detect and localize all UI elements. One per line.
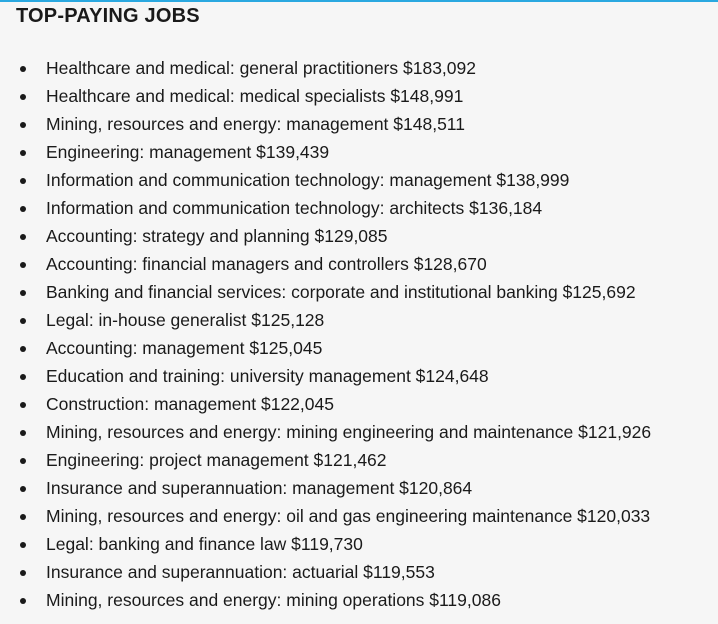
job-text: Engineering: project management $121,462 — [46, 450, 387, 470]
bullet-icon — [20, 486, 26, 492]
bullet-icon — [20, 402, 26, 408]
list-item — [0, 110, 718, 138]
bullet-icon — [20, 570, 26, 576]
list-item — [0, 334, 718, 362]
job-text: Insurance and superannuation: actuarial $119,553 — [46, 562, 435, 582]
job-text: Legal: banking and finance law $119,730 — [46, 534, 363, 554]
job-text: Accounting: strategy and planning $129,085 — [46, 226, 388, 246]
list-item — [0, 194, 718, 222]
job-text: Legal: in-house generalist $125,128 — [46, 310, 325, 330]
job-list — [0, 54, 718, 614]
list-item — [0, 278, 718, 306]
list-item — [0, 390, 718, 418]
job-text: Information and communication technology: management $138,999 — [46, 170, 570, 190]
job-text: Mining, resources and energy: mining operations $119,086 — [46, 590, 501, 610]
bullet-icon — [20, 430, 26, 436]
list-item — [0, 250, 718, 278]
job-text: Information and communication technology: architects $136,184 — [46, 198, 543, 218]
bullet-icon — [20, 66, 26, 72]
list-item — [0, 586, 718, 614]
bullet-icon — [20, 514, 26, 520]
bullet-icon — [20, 374, 26, 380]
list-item — [0, 306, 718, 334]
bullet-icon — [20, 94, 26, 100]
list-item — [0, 502, 718, 530]
list-item — [0, 222, 718, 250]
list-item — [0, 558, 718, 586]
bullet-icon — [20, 346, 26, 352]
job-text: Banking and financial services: corporate and institutional banking $125,692 — [46, 282, 636, 302]
bullet-icon — [20, 542, 26, 548]
list-item — [0, 418, 718, 446]
list-item — [0, 362, 718, 390]
list-item — [0, 474, 718, 502]
list-item — [0, 138, 718, 166]
list-item — [0, 530, 718, 558]
job-text: Engineering: management $139,439 — [46, 142, 330, 162]
bullet-icon — [20, 262, 26, 268]
bullet-icon — [20, 290, 26, 296]
job-text: Mining, resources and energy: management $148,511 — [46, 114, 465, 134]
job-text: Insurance and superannuation: management $120,864 — [46, 478, 473, 498]
job-text: Mining, resources and energy: oil and gas engineering maintenance $120,033 — [46, 506, 651, 526]
bullet-icon — [20, 598, 26, 604]
top-accent-rule — [0, 0, 718, 2]
list-item — [0, 54, 718, 82]
bullet-icon — [20, 206, 26, 212]
bullet-icon — [20, 234, 26, 240]
job-text: Education and training: university management $124,648 — [46, 366, 489, 386]
job-text: Construction: management $122,045 — [46, 394, 334, 414]
job-text: Healthcare and medical: medical specialists $148,991 — [46, 86, 464, 106]
job-text: Healthcare and medical: general practitioners $183,092 — [46, 58, 476, 78]
list-item — [0, 82, 718, 110]
bullet-icon — [20, 458, 26, 464]
bullet-icon — [20, 318, 26, 324]
bullet-icon — [20, 150, 26, 156]
bullet-icon — [20, 178, 26, 184]
job-text: Accounting: management $125,045 — [46, 338, 323, 358]
list-item — [0, 166, 718, 194]
bullet-icon — [20, 122, 26, 128]
job-text: Mining, resources and energy: mining engineering and maintenance $121,926 — [46, 422, 652, 442]
job-text: Accounting: financial managers and controllers $128,670 — [46, 254, 487, 274]
list-item — [0, 446, 718, 474]
section-heading: TOP-PAYING JOBS — [16, 5, 200, 27]
